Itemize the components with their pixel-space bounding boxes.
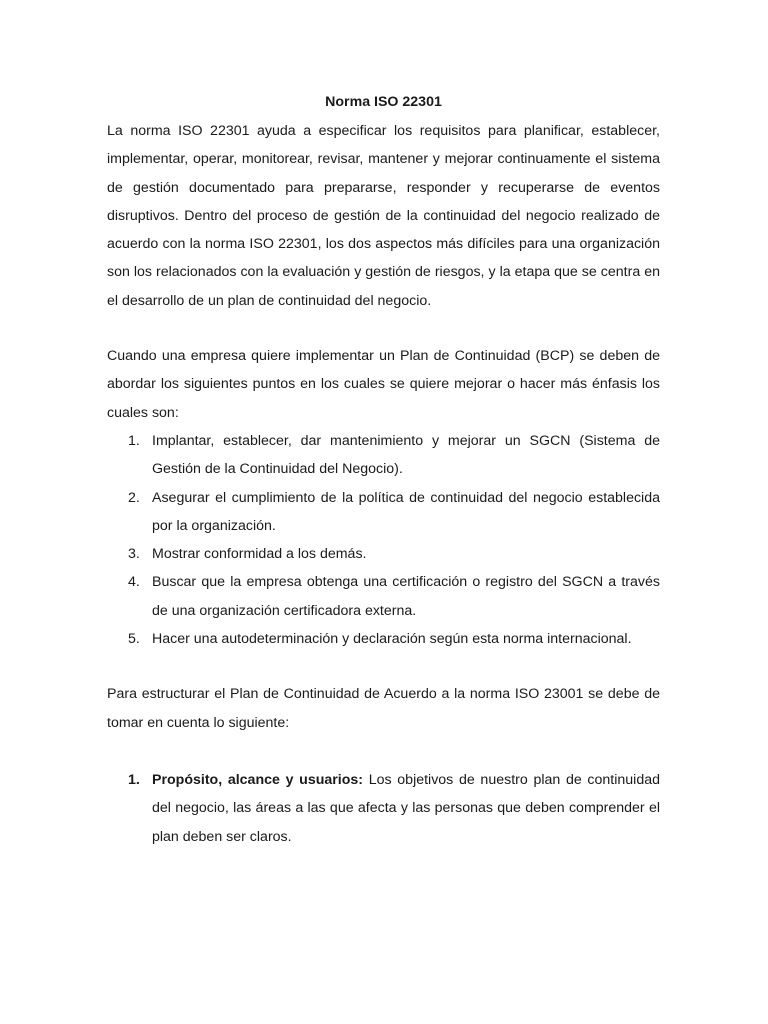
list-item: [107, 540, 660, 568]
list-item-number: 5.: [128, 631, 140, 648]
list-item-number: 1.: [128, 771, 140, 788]
list-item: [107, 568, 660, 625]
list-item-number: 4.: [128, 574, 140, 591]
list-item-number: 2.: [128, 489, 140, 506]
bcp-paragraph: Cuando una empresa quiere implementar un Plan de Continuidad (BCP) se deben de abordar los siguientes puntos en los cuales se quiere mejorar o hacer más énfasis los cuales son:: [107, 348, 660, 421]
list-item-text: Buscar que la empresa obtenga una certificación o registro del SGCN a través de una organización certificadora externa.: [152, 574, 660, 619]
paragraph-spacer: [107, 653, 660, 680]
list-item: [107, 484, 660, 541]
list-item-text: Los objetivos de nuestro plan de continuidad del negocio, las áreas a las que afecta y las personas que deben comprender el plan deben ser claros.: [152, 771, 660, 845]
list-item-text: Implantar, establecer, dar mantenimiento y mejorar un SGCN (Sistema de Gestión de la Continuidad del Negocio).: [152, 432, 660, 478]
bcp-points-list: [107, 427, 660, 653]
paragraph-spacer: [107, 315, 660, 342]
document-title: Norma ISO 22301: [325, 94, 442, 110]
paragraph-spacer: [107, 737, 660, 766]
structure-paragraph: Para estructurar el Plan de Continuidad de Acuerdo a la norma ISO 23001 se debe de tomar en cuenta lo siguiente:: [107, 686, 660, 731]
list-item: [107, 625, 660, 653]
list-item-number: 1.: [128, 432, 140, 449]
document-body: [107, 92, 660, 851]
list-item: [107, 427, 660, 484]
list-item-text: Hacer una autodeterminación y declaración según esta norma internacional.: [152, 631, 632, 648]
structure-points-list: [107, 766, 660, 851]
list-item-text: Mostrar conformidad a los demás.: [152, 546, 367, 563]
list-item: [107, 766, 660, 851]
list-item-term: Propósito, alcance y usuarios:: [152, 771, 364, 788]
list-item-number: 3.: [128, 546, 140, 563]
intro-paragraph: La norma ISO 22301 ayuda a especificar los requisitos para planificar, establecer, implementar, operar, monitorear, revisar, mantener y mejorar continuamente el sistema de gestión documentado para prepararse, responder y recuperarse de eventos disruptivos. Dentro del proceso de gestión de la continuidad del negocio realizado de acuerdo con la norma ISO 22301, los dos aspectos más difíciles para una organización son los relacionados con la evaluación y gestión de riesgos, y la etapa que se centra en el desarrollo de un plan de continuidad del negocio.: [107, 123, 660, 309]
list-item-text: Asegurar el cumplimiento de la política de continuidad del negocio establecida por la organización.: [152, 489, 660, 534]
